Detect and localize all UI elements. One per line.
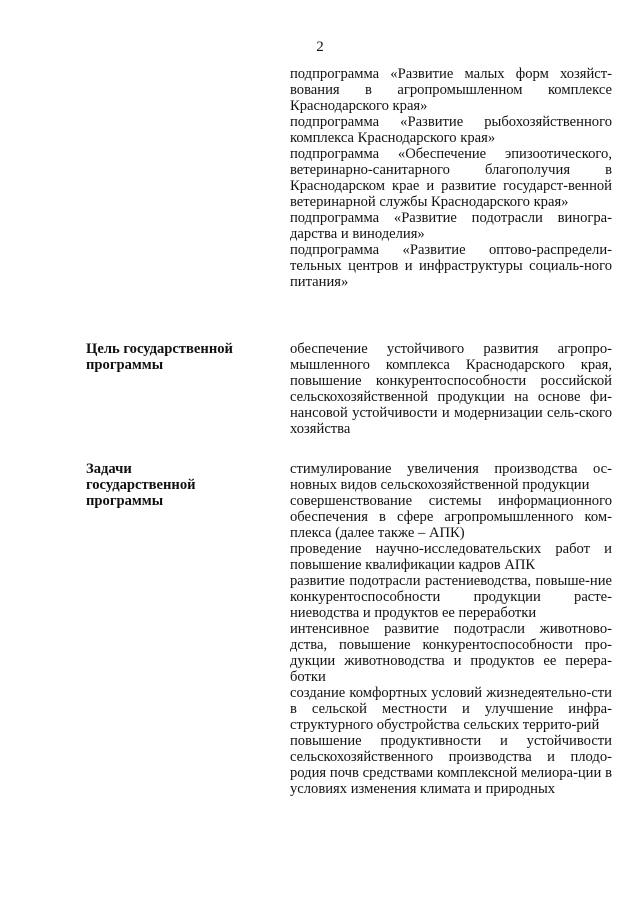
goal-label: [86, 341, 256, 373]
tasks-label-line: Задачи: [86, 461, 132, 477]
subprogram-item: подпрограмма «Развитие подотрасли виногра-дарства и виноделия»: [290, 210, 612, 242]
task-item: совершенствование системы информационного обеспечения в сфере агропромышленного ком-плекса (далее также – АПК): [290, 493, 612, 541]
task-item: создание комфортных условий жизнедеятельно-сти в сельской местности и улучшение инфра-структурного обустройства сельских террито-рий: [290, 685, 612, 733]
page-number: 2: [316, 39, 324, 55]
subprogram-item: подпрограмма «Развитие малых форм хозяйст-вования в агропромышленном комплексе Краснодарского края»: [290, 66, 612, 114]
task-item: повышение продуктивности и устойчивости сельскохозяйственного производства и плодо-родия почв средствами комплексной мелиора-ции в условиях изменения климата и природных: [290, 733, 612, 797]
task-item: проведение научно-исследовательских работ и повышение квалификации кадров АПК: [290, 541, 612, 573]
tasks-label-line: государственной: [86, 477, 196, 493]
task-item: интенсивное развитие подотрасли животново-дства, повышение конкурентоспособности про-дукции животноводства и продуктов ее перера-ботки: [290, 621, 612, 685]
subprograms-list: [290, 66, 612, 290]
task-item: стимулирование увеличения производства ос-новных видов сельскохозяйственной продукции: [290, 461, 612, 493]
goal-text-block: [290, 341, 612, 437]
goal-label-line: Цель государственной: [86, 341, 233, 357]
tasks-list: [290, 461, 612, 797]
task-item: развитие подотрасли растениеводства, повыше-ние конкурентоспособности продукции расте-ниеводства и продуктов ее переработки: [290, 573, 612, 621]
tasks-label: [86, 461, 256, 509]
goal-text: обеспечение устойчивого развития агропро-мышленного комплекса Краснодарского края, повышение конкурентоспособности российской сельскохозяйственной продукции на основе фи-нансовой устойчивости и модернизации сель-ского хозяйства: [290, 341, 612, 437]
goal-label-line: программы: [86, 357, 164, 373]
tasks-label-line: программы: [86, 493, 164, 509]
subprogram-item: подпрограмма «Развитие рыбохозяйственного комплекса Краснодарского края»: [290, 114, 612, 146]
subprogram-item: подпрограмма «Развитие оптово-распредели-тельных центров и инфраструктуры социаль-ного питания»: [290, 242, 612, 290]
subprogram-item: подпрограмма «Обеспечение эпизоотического, ветеринарно-санитарного благополучия в Краснодарском крае и развитие государст-венной ветеринарной службы Краснодарского края»: [290, 146, 612, 210]
